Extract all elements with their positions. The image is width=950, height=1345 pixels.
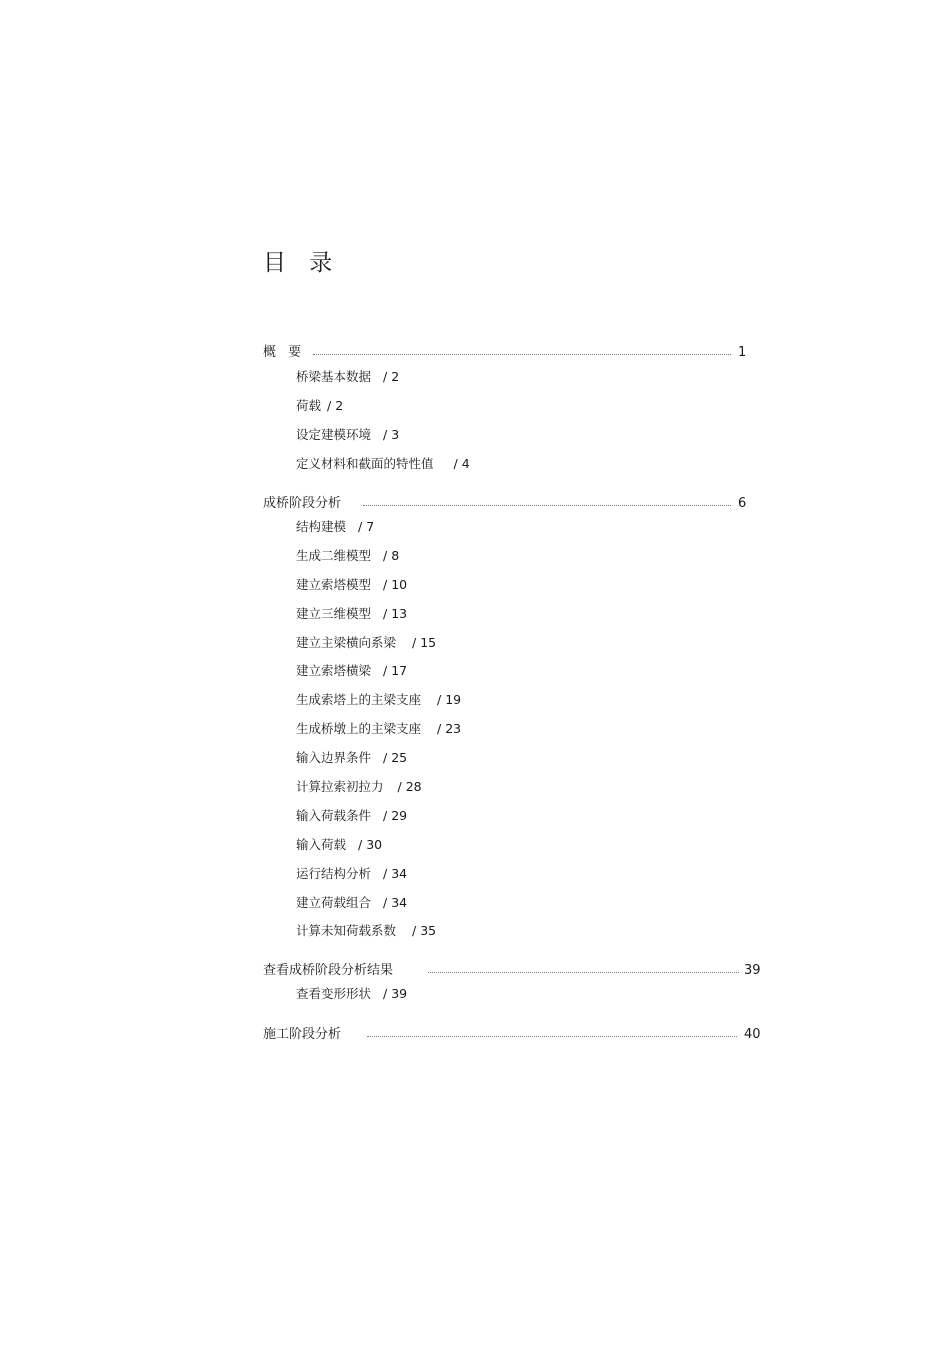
item-page-number: / 25 [383, 750, 408, 765]
item-label: 建立索塔模型 [296, 577, 372, 592]
chapter-page-number: 40 [744, 1027, 761, 1042]
toc-chapter-view-results[interactable] [263, 963, 760, 979]
toc-chapter-construction-stage-analysis[interactable] [263, 1027, 760, 1043]
item-page-number: / 2 [383, 369, 400, 384]
toc-item[interactable] [296, 779, 422, 795]
chapter-title: 概 要 [263, 345, 306, 360]
item-page-number: / 4 [453, 456, 470, 471]
toc-item[interactable] [296, 398, 343, 414]
item-label: 输入荷载条件 [296, 808, 372, 823]
dot-leader [428, 972, 739, 973]
toc-item[interactable] [296, 369, 399, 385]
toc-chapter-completed-bridge-analysis[interactable] [263, 496, 745, 512]
item-page-number: / 29 [383, 808, 408, 823]
item-label: 建立主梁横向系梁 [296, 635, 397, 650]
toc-item[interactable] [296, 606, 407, 622]
toc-item[interactable] [296, 895, 407, 911]
toc-item[interactable] [296, 663, 407, 679]
toc-item[interactable] [296, 866, 407, 882]
item-page-number: / 28 [397, 779, 422, 794]
item-page-number: / 23 [437, 721, 462, 736]
toc-item[interactable] [296, 721, 461, 737]
dot-leader [313, 354, 731, 355]
dot-leader [363, 505, 731, 506]
toc-item[interactable] [296, 456, 470, 472]
item-page-number: / 8 [383, 548, 400, 563]
toc-item[interactable] [296, 635, 436, 651]
item-page-number: / 2 [327, 398, 344, 413]
item-page-number: / 19 [437, 692, 462, 707]
toc-title: 目 录 [263, 250, 341, 276]
item-label: 生成索塔上的主梁支座 [296, 692, 422, 707]
item-label: 定义材料和截面的特性值 [296, 456, 434, 471]
toc-item[interactable] [296, 548, 399, 564]
item-page-number: / 35 [412, 923, 437, 938]
dot-leader [367, 1036, 737, 1037]
item-page-number: / 15 [412, 635, 437, 650]
item-page-number: / 17 [383, 663, 408, 678]
item-label: 建立荷载组合 [296, 895, 372, 910]
toc-chapter-overview[interactable] [263, 345, 745, 361]
item-page-number: / 3 [383, 427, 400, 442]
item-label: 运行结构分析 [296, 866, 372, 881]
toc-item[interactable] [296, 692, 461, 708]
item-label: 建立索塔横梁 [296, 663, 372, 678]
item-label: 桥梁基本数据 [296, 369, 372, 384]
toc-item[interactable] [296, 986, 407, 1002]
item-page-number: / 34 [383, 866, 408, 881]
item-label: 查看变形形状 [296, 986, 372, 1001]
item-page-number: / 13 [383, 606, 408, 621]
item-page-number: / 39 [383, 986, 408, 1001]
chapter-title: 施工阶段分析 [263, 1027, 342, 1042]
item-page-number: / 34 [383, 895, 408, 910]
toc-item[interactable] [296, 427, 399, 443]
item-label: 输入荷载 [296, 837, 347, 852]
chapter-page-number: 1 [738, 345, 747, 360]
chapter-title: 成桥阶段分析 [263, 496, 342, 511]
item-label: 结构建模 [296, 519, 347, 534]
toc-item[interactable] [296, 923, 436, 939]
toc-item[interactable] [296, 750, 407, 766]
item-page-number: / 7 [358, 519, 375, 534]
toc-item[interactable] [296, 577, 407, 593]
item-label: 设定建模环境 [296, 427, 372, 442]
item-page-number: / 10 [383, 577, 408, 592]
item-label: 计算未知荷载系数 [296, 923, 397, 938]
chapter-title: 查看成桥阶段分析结果 [263, 963, 394, 978]
item-label: 计算拉索初拉力 [296, 779, 384, 794]
toc-item[interactable] [296, 837, 382, 853]
item-label: 生成桥墩上的主梁支座 [296, 721, 422, 736]
item-page-number: / 30 [358, 837, 383, 852]
item-label: 荷载 [296, 398, 322, 413]
chapter-page-number: 6 [738, 496, 747, 511]
item-label: 建立三维模型 [296, 606, 372, 621]
chapter-page-number: 39 [744, 963, 761, 978]
toc-item[interactable] [296, 519, 374, 535]
item-label: 生成二维模型 [296, 548, 372, 563]
item-label: 输入边界条件 [296, 750, 372, 765]
toc-item[interactable] [296, 808, 407, 824]
